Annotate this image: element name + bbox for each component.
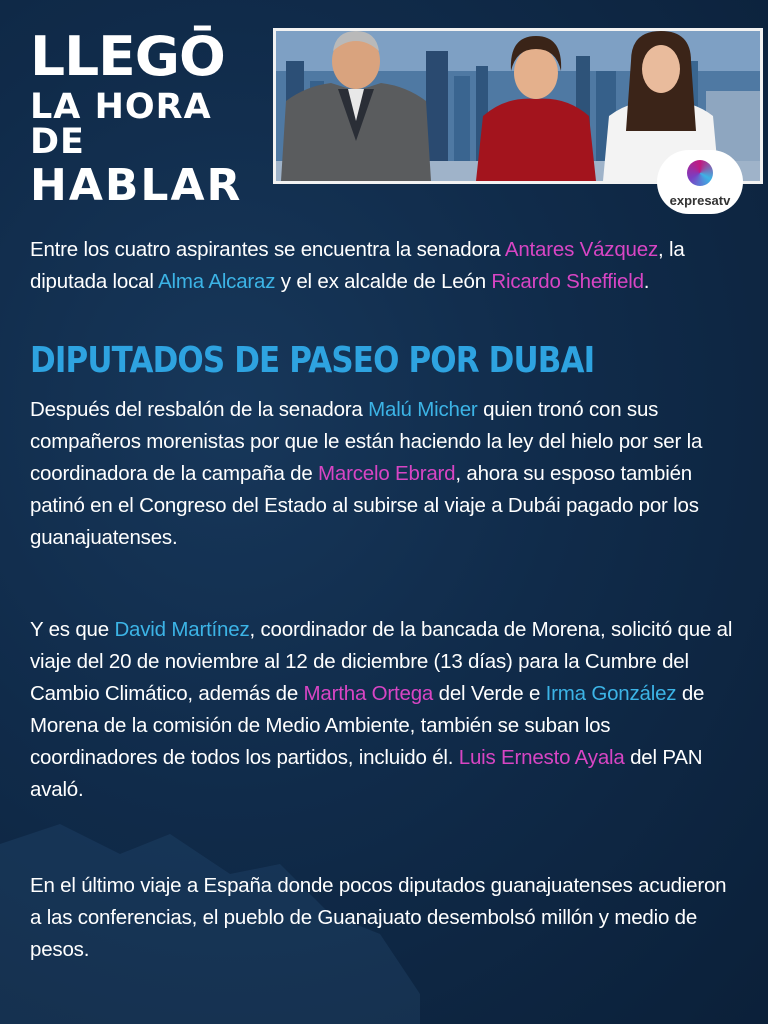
expresatv-logo	[657, 150, 743, 214]
text: y el ex alcalde de León	[275, 270, 492, 293]
text: , ahora su esposo también patinó en el Congreso del Estado al subirse al viaje a Dubái pagado por los guanajuatenses.	[30, 462, 699, 549]
text: Después del resbalón de la senadora	[30, 398, 369, 421]
text: del PAN avaló.	[30, 746, 703, 801]
show-logo	[30, 25, 260, 211]
paragraph-dubai-trip	[30, 394, 738, 554]
paragraph-request	[30, 614, 738, 806]
logo-line-3: HABLAR	[30, 160, 243, 211]
host-photo-2	[471, 31, 601, 181]
name-highlight: Ricardo Sheffield	[491, 270, 644, 293]
name-highlight: Antares Vázquez	[504, 238, 658, 261]
name-highlight: Luis Ernesto Ayala	[458, 746, 625, 769]
logo-line-2: LA HORA DE	[30, 87, 212, 162]
text: , coordinador de la bancada de Morena, solicitó que al viaje del 20 de noviembre al 12 de diciembre (13 días) para la Cumbre del Cambio Climático, además de	[30, 618, 733, 705]
channel-name: expresatv	[669, 193, 731, 208]
text: , la diputada local	[30, 238, 685, 293]
text: Y es que	[30, 618, 115, 641]
name-highlight: David Martínez	[114, 618, 250, 641]
expresatv-mark-icon	[687, 160, 713, 186]
text: de Morena de la comisión de Medio Ambiente, también se suban los coordinadores de todos los partidos, incluido él.	[30, 682, 705, 769]
host-photo-1	[276, 31, 436, 181]
name-highlight: Alma Alcaraz	[158, 270, 276, 293]
text: quien tronó con sus compañeros morenistas por que le están haciendo la ley del hielo por ser la coordinadora de la campaña de	[30, 398, 703, 485]
name-highlight: Malú Micher	[368, 398, 478, 421]
name-highlight: Irma González	[545, 682, 677, 705]
paragraph-spain-trip: En el último viaje a España donde pocos diputados guanajuatenses acudieron a las conferencias, el pueblo de Guanajuato desembolsó millón y medio de pesos.	[30, 874, 727, 961]
text: Entre los cuatro aspirantes se encuentra la senadora	[30, 238, 505, 261]
paragraph-aspirants	[30, 234, 738, 298]
name-highlight: Marcelo Ebrard	[318, 462, 456, 485]
text: del Verde e	[433, 682, 546, 705]
text: .	[643, 270, 650, 293]
logo-line-1: LLEGŌ	[30, 25, 225, 88]
section-heading: DIPUTADOS DE PASEO POR DUBAI	[30, 340, 595, 381]
name-highlight: Martha Ortega	[303, 682, 434, 705]
